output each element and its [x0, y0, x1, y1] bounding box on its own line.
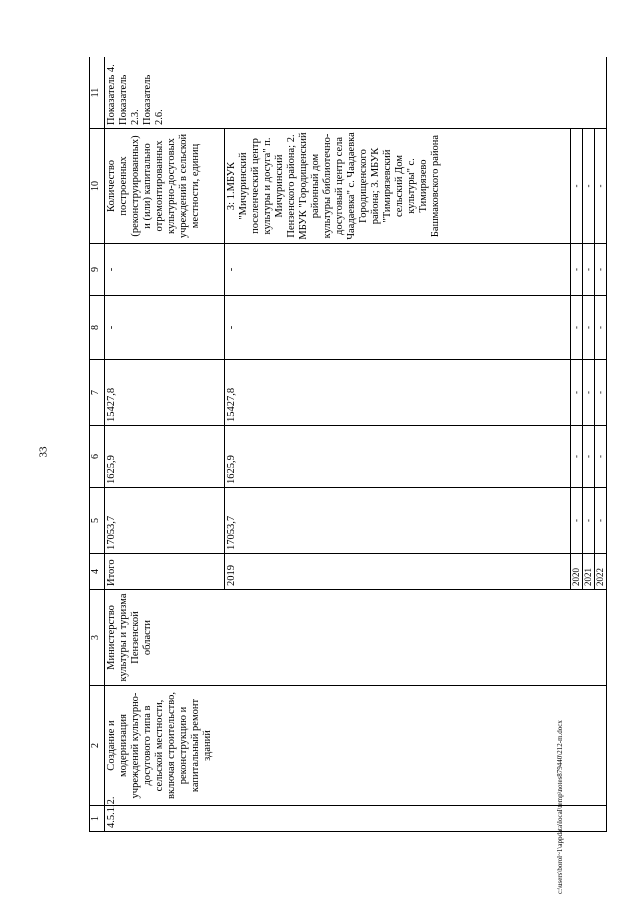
y2019-v7: 15427,8 [225, 360, 571, 426]
col-8-header: 8 [90, 296, 105, 360]
y2022-v8: - [595, 296, 607, 360]
program-table [89, 57, 607, 832]
col-10-header: 10 [90, 129, 105, 244]
y2019-v8: - [225, 296, 571, 360]
event-name: Создание и модернизация учреждений культурно-досугового типа в сельской местности, включая строительство, реконструкцию и капитальный ремонт зданий [105, 686, 607, 806]
y2020-v7: - [571, 360, 583, 426]
y2020-year: 2020 [571, 554, 583, 590]
y2019-year: 2019 [225, 554, 571, 590]
y2019-indicator: 3: 1.МБУК "Мичуринский поселенческий центр культуры и досуга" п. Мичуринский Пензенского района; 2. МБУК "Городищенский районный дом культуры библиотечно-досуговый центр села Чаадаевка" с. Чаадаевка Городищенского района; 3. МБУК "Тимирязевский сельский Дом культуры" с. Тимирязево Башмаковского района [225, 129, 571, 244]
col-6-header: 6 [90, 426, 105, 488]
header-row [90, 57, 105, 832]
y2021-v7: - [583, 360, 595, 426]
y2022-v6: - [595, 426, 607, 488]
col-7-header: 7 [90, 360, 105, 426]
col-9-header: 9 [90, 244, 105, 296]
col-2-header: 2 [90, 686, 105, 806]
y2022-v5: - [595, 488, 607, 554]
y2020-v8: - [571, 296, 583, 360]
y2022-v10: - [595, 129, 607, 244]
y2020-v10: - [571, 129, 583, 244]
y2019-v5: 17053,7 [225, 488, 571, 554]
y2021-v6: - [583, 426, 595, 488]
y2021-year: 2021 [583, 554, 595, 590]
y2021-v9: - [583, 244, 595, 296]
y2021-v8: - [583, 296, 595, 360]
total-v6: 1625,9 [105, 426, 225, 488]
col-3-header: 3 [90, 590, 105, 686]
total-year: Итого [105, 554, 225, 590]
row-code: 4.5.1.2. [105, 806, 607, 832]
table-container [89, 57, 609, 832]
col-11-header: 11 [90, 57, 105, 129]
y2021-v5: - [583, 488, 595, 554]
y2021-v10: - [583, 129, 595, 244]
page-number: 33 [37, 446, 50, 458]
y2022-v9: - [595, 244, 607, 296]
total-row [105, 57, 225, 832]
executor: Министерство культуры и туризма Пензенской области [105, 590, 607, 686]
y2019-v6: 1625,9 [225, 426, 571, 488]
col-1-header: 1 [90, 806, 105, 832]
y2020-v6: - [571, 426, 583, 488]
y2019-v9: - [225, 244, 571, 296]
footer-file-path: c:\users\borol~1\appdata\local\temp\notes879440\212-m.docx [556, 720, 564, 894]
rotated-table [89, 57, 609, 832]
y2022-v7: - [595, 360, 607, 426]
total-v9: - [105, 244, 225, 296]
y2020-v9: - [571, 244, 583, 296]
total-v7: 15427,8 [105, 360, 225, 426]
col-5-header: 5 [90, 488, 105, 554]
col-4-header: 4 [90, 554, 105, 590]
indicator-reference: Показатель 4. Показатель 2.3. Показатель 2.6. [105, 57, 607, 129]
y2020-v5: - [571, 488, 583, 554]
total-v5: 17053,7 [105, 488, 225, 554]
total-indicator: Количество построенных (реконструированных) и (или) капитально отремонтированных культурно-досуговых учреждений в сельской местности, единиц [105, 129, 225, 244]
y2022-year: 2022 [595, 554, 607, 590]
total-v8: - [105, 296, 225, 360]
